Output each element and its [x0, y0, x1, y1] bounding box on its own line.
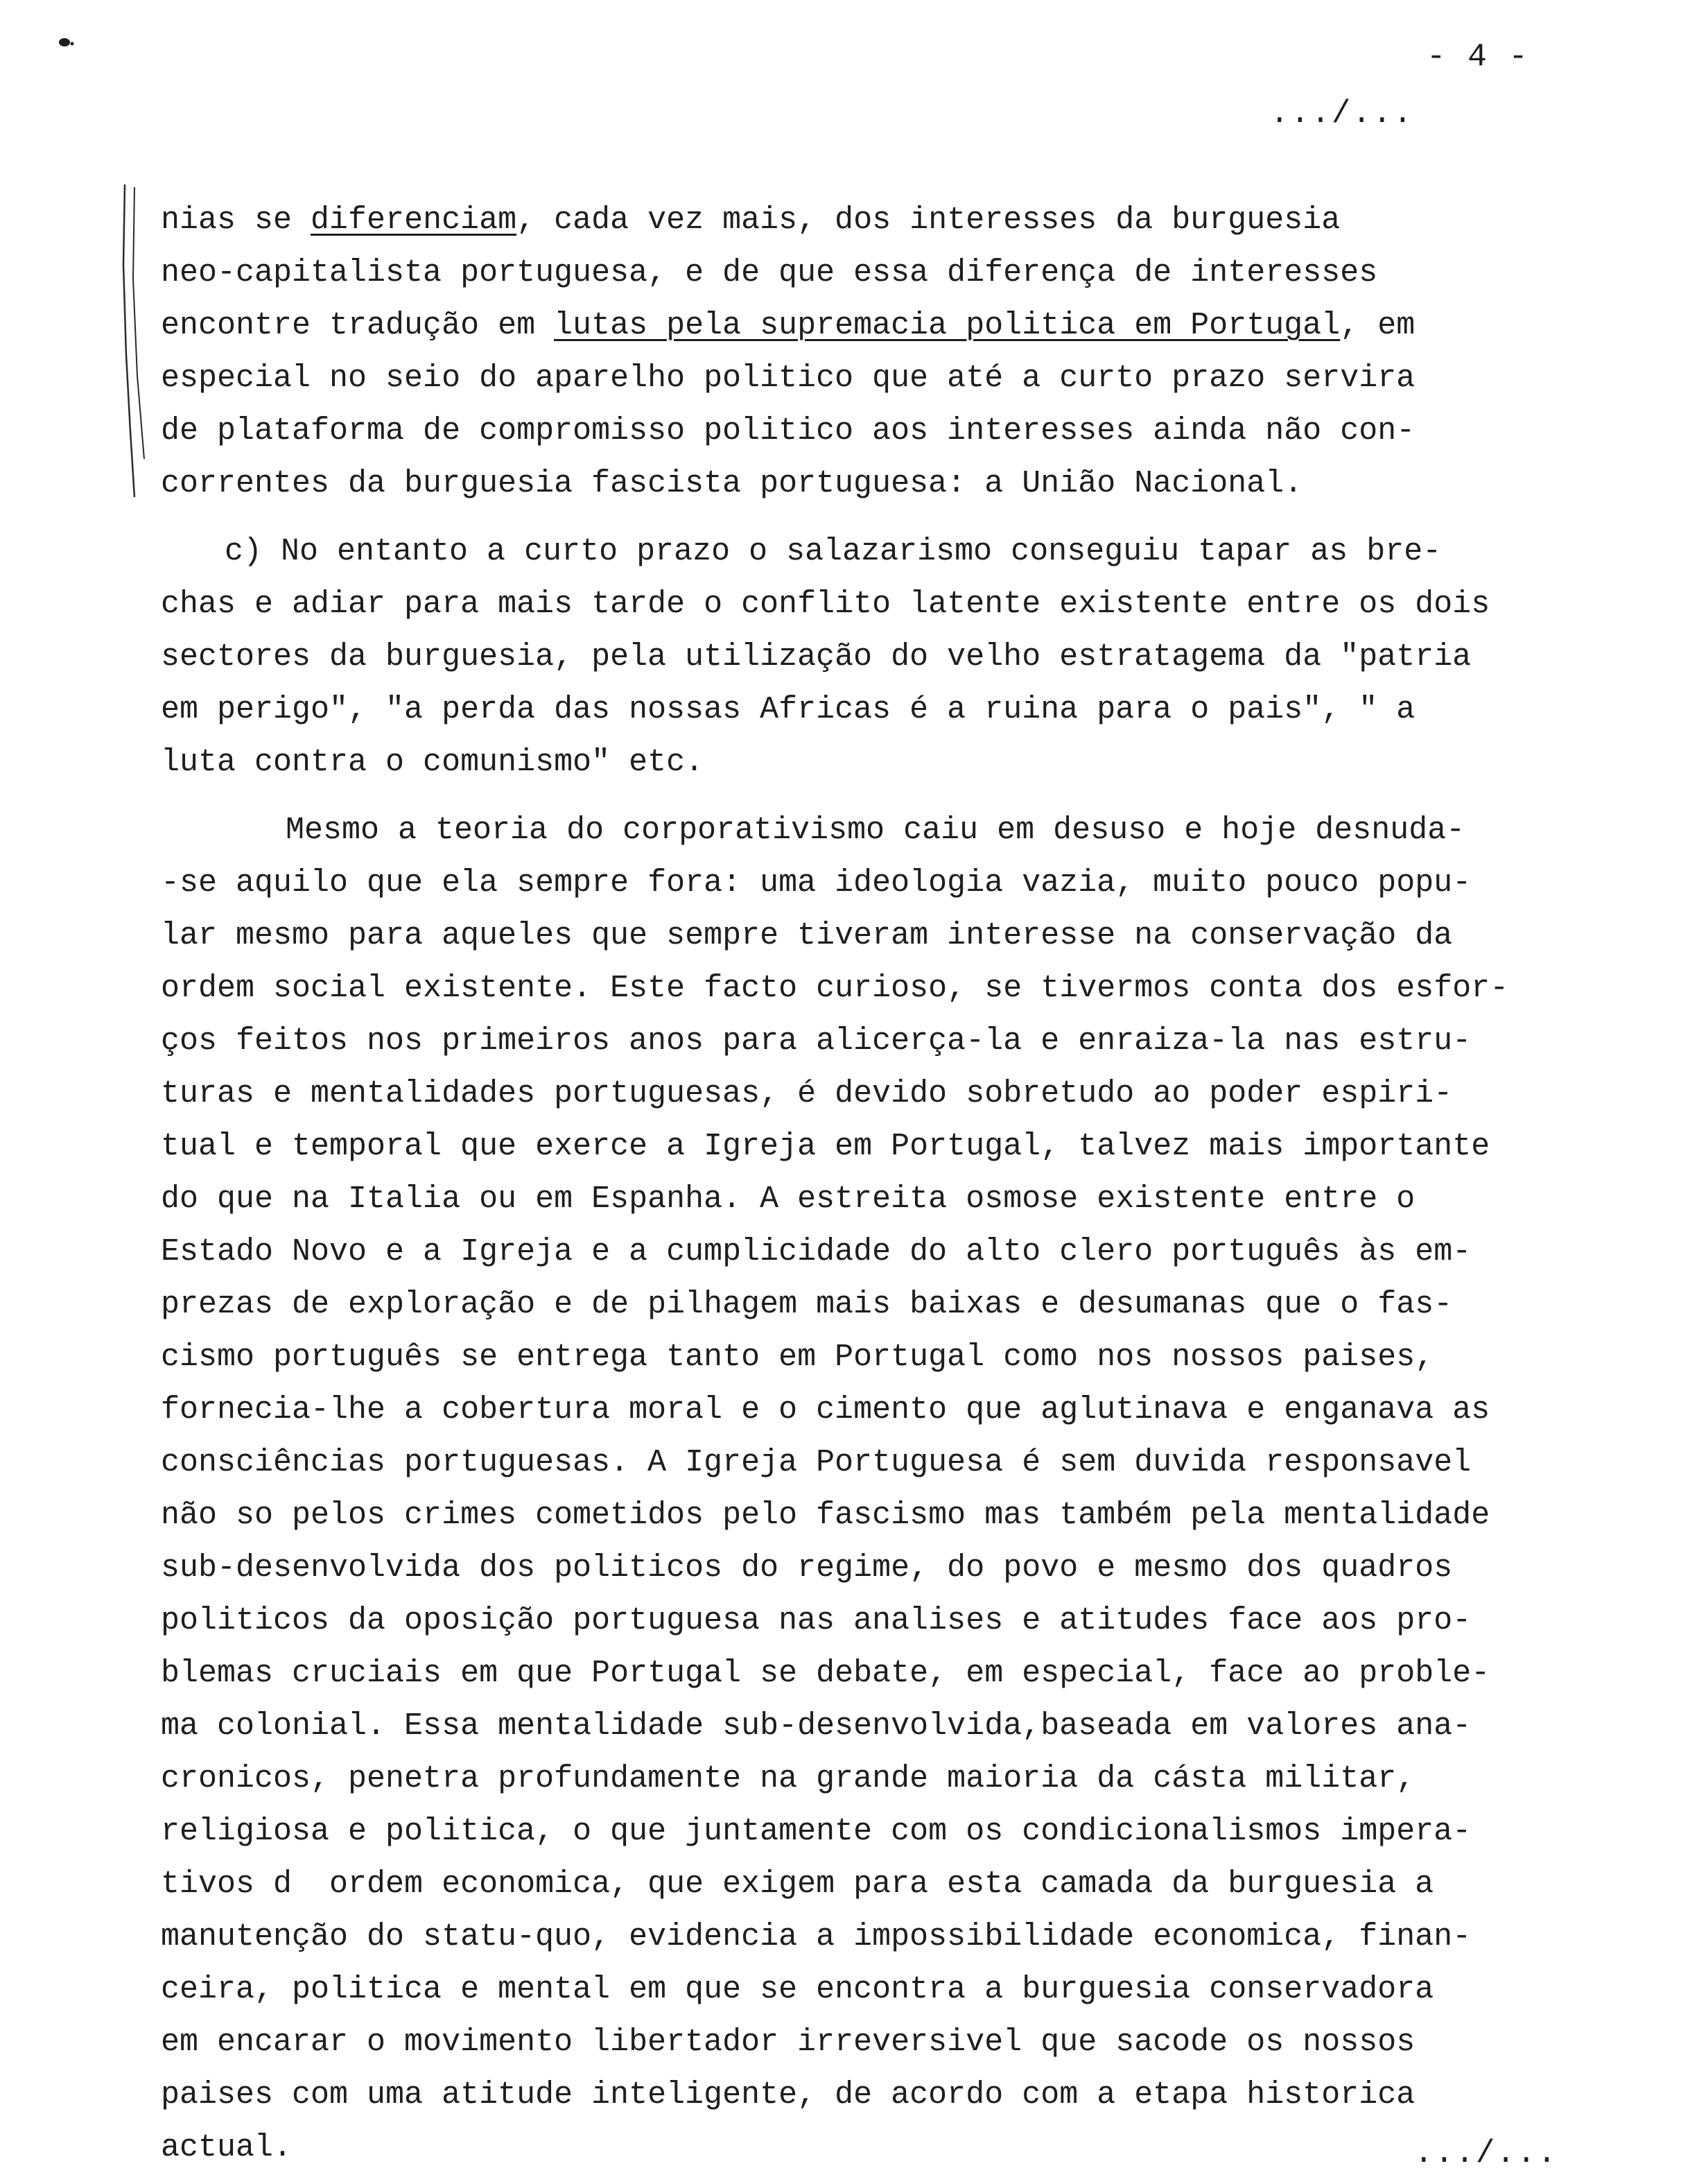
text-line: lar mesmo para aqueles que sempre tiveram interesse na conservação da [161, 918, 1453, 953]
text-line: sectores da burguesia, pela utilização do velho estratagema da "patria [161, 639, 1472, 675]
text-line: correntes da burguesia fascista portuguesa: a União Nacional. [161, 466, 1303, 501]
text-line: cismo português se entrega tanto em Portugal como nos nossos paises, [161, 1340, 1434, 1375]
text-line: actual. [161, 2130, 293, 2165]
text-line: paises com uma atitude inteligente, de acordo com a etapa historica [161, 2077, 1415, 2113]
text-line: encontre tradução em lutas pela supremacia politica em Portugal, em [161, 308, 1415, 343]
text-line: em perigo", "a perda das nossas Africas é a ruina para o pais", " a [161, 692, 1415, 727]
ink-blot-mark [58, 36, 76, 49]
page-number: - 4 - [1427, 39, 1530, 75]
text-line: manutenção do statu-quo, evidencia a impossibilidade economica, finan- [161, 1919, 1472, 1955]
text-line: em encarar o movimento libertador irreversivel que sacode os nossos [161, 2025, 1415, 2060]
paragraph-c [161, 526, 1700, 789]
text-line: luta contra o comunismo" etc. [161, 745, 704, 780]
text-line: prezas de exploração e de pilhagem mais baixas e desumanas que o fas- [161, 1287, 1453, 1322]
text-line: -se aquilo que ela sempre fora: uma ideologia vazia, muito pouco popu- [161, 865, 1472, 901]
text-line: ços feitos nos primeiros anos para alicerça-la e enraiza-la nas estru- [161, 1023, 1472, 1059]
text-line: de plataforma de compromisso politico aos interesses ainda não con- [161, 413, 1415, 449]
text-line: ceira, politica e mental em que se encontra a burguesia conservadora [161, 1972, 1434, 2007]
text-line: ordem social existente. Este facto curioso, se tivermos conta dos esfor- [161, 971, 1509, 1006]
paragraph-b [161, 194, 1700, 510]
underlined-text: diferenciam [311, 202, 517, 238]
text-line: não so pelos crimes cometidos pelo fascismo mas também pela mentalidade [161, 1498, 1490, 1533]
text-line: nias se diferenciam, cada vez mais, dos interesses da burguesia [161, 202, 1341, 238]
text-line: especial no seio do aparelho politico que até a curto prazo servira [161, 361, 1415, 396]
text-line: consciências portuguesas. A Igreja Portuguesa é sem duvida responsavel [161, 1445, 1472, 1480]
text-line: blemas cruciais em que Portugal se debate, em especial, face ao proble- [161, 1656, 1490, 1691]
text-line: turas e mentalidades portuguesas, é devido sobretudo ao poder espiri- [161, 1076, 1453, 1111]
paragraph-main [161, 804, 1700, 2174]
text-line: Mesmo a teoria do corporativismo caiu em desuso e hoje desnuda- [286, 813, 1465, 848]
text-line: tual e temporal que exerce a Igreja em Portugal, talvez mais importante [161, 1129, 1490, 1164]
text-line: fornecia-lhe a cobertura moral e o cimento que aglutinava e enganava as [161, 1392, 1490, 1428]
text-line: cronicos, penetra profundamente na grande maioria da cásta militar, [161, 1761, 1415, 1796]
text-line: neo-capitalista portuguesa, e de que essa diferença de interesses [161, 255, 1378, 291]
continuation-marker-bottom: .../... [1414, 2135, 1558, 2172]
continuation-marker-top: .../... [1270, 96, 1414, 132]
margin-annotation-line [116, 182, 158, 501]
underlined-text: lutas pela supremacia politica em Portugal [554, 308, 1341, 343]
text-line: do que na Italia ou em Espanha. A estreita osmose existente entre o [161, 1181, 1415, 1217]
body-text [161, 194, 1700, 2174]
text-line: c) No entanto a curto prazo o salazarismo conseguiu tapar as bre- [225, 534, 1442, 569]
text-line: Estado Novo e a Igreja e a cumplicidade do alto clero português às em- [161, 1234, 1472, 1269]
text-line: tivos d ordem economica, que exigem para esta camada da burguesia a [161, 1866, 1434, 1902]
text-line: sub-desenvolvida dos politicos do regime, do povo e mesmo dos quadros [161, 1550, 1453, 1586]
text-line: ma colonial. Essa mentalidade sub-desenvolvida,baseada em valores ana- [161, 1708, 1472, 1744]
text-line: politicos da oposição portuguesa nas analises e atitudes face aos pro- [161, 1603, 1472, 1638]
text-line: chas e adiar para mais tarde o conflito latente existente entre os dois [161, 587, 1490, 622]
text-line: religiosa e politica, o que juntamente com os condicionalismos impera- [161, 1814, 1472, 1849]
